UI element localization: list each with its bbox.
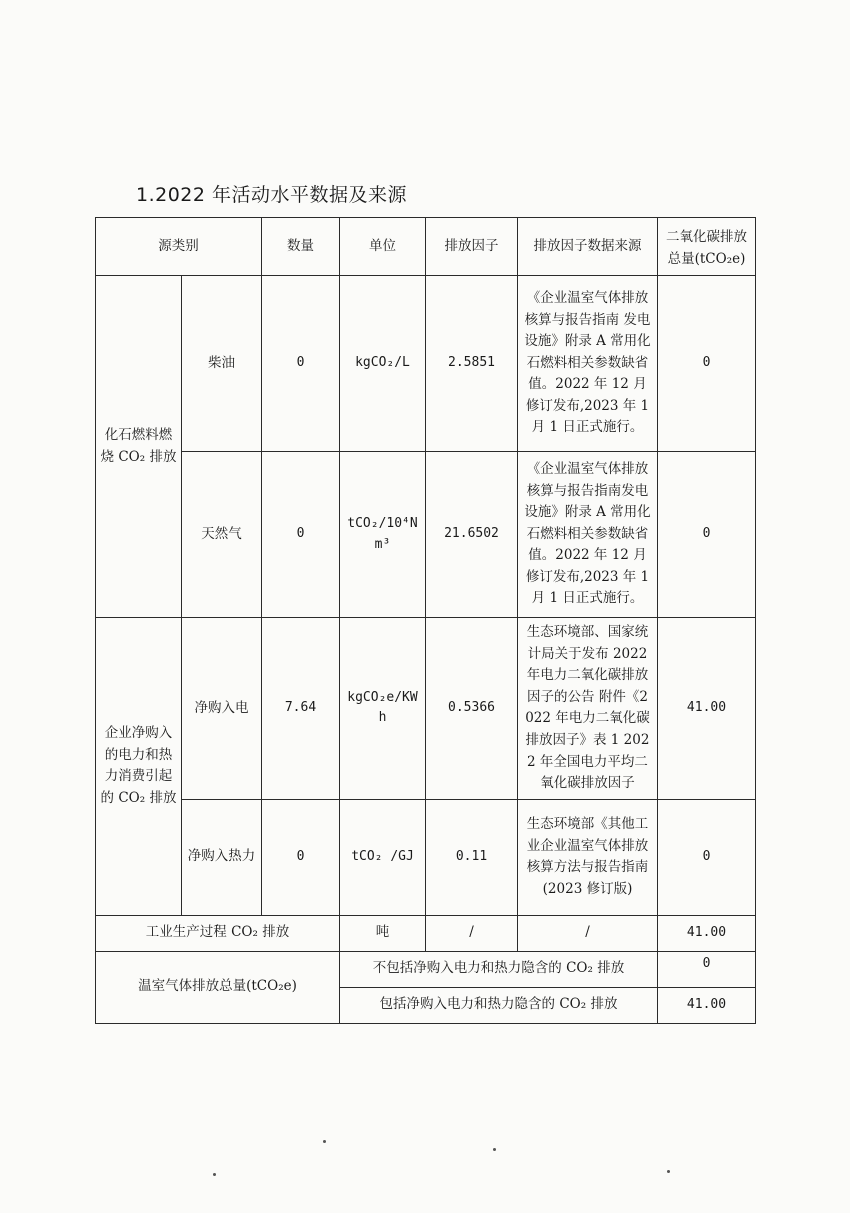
industrial-label: 工业生产过程 CO₂ 排放 bbox=[96, 915, 340, 951]
gas-quantity: 0 bbox=[262, 452, 340, 618]
heat-source: 生态环境部《其他工业企业温室气体排放核算方法与报告指南(2023 修订版) bbox=[518, 799, 658, 915]
table-row-diesel bbox=[96, 276, 756, 452]
electricity-total: 41.00 bbox=[658, 618, 756, 800]
table-row-industrial bbox=[96, 915, 756, 951]
heat-unit: tCO₂ /GJ bbox=[340, 799, 426, 915]
ghg-incl-label: 包括净购入电力和热力隐含的 CO₂ 排放 bbox=[340, 987, 658, 1023]
electricity-source: 生态环境部、国家统计局关于发布 2022 年电力二氧化碳排放因子的公告 附件《2022 年电力二氧化碳排放因子》表 1 2022 年全国电力平均二氧化碳排放因子 bbox=[518, 618, 658, 800]
diesel-name: 柴油 bbox=[182, 276, 262, 452]
ghg-total-label: 温室气体排放总量(tCO₂e) bbox=[96, 951, 340, 1023]
table-row-total-excl bbox=[96, 951, 756, 987]
header-factor: 排放因子 bbox=[426, 218, 518, 276]
heat-quantity: 0 bbox=[262, 799, 340, 915]
heat-total: 0 bbox=[658, 799, 756, 915]
scan-speck bbox=[323, 1140, 326, 1143]
ghg-excl-value: 0 bbox=[658, 951, 756, 987]
table-row-gas bbox=[96, 452, 756, 618]
header-unit: 单位 bbox=[340, 218, 426, 276]
gas-factor: 21.6502 bbox=[426, 452, 518, 618]
industrial-factor: / bbox=[426, 915, 518, 951]
industrial-unit: 吨 bbox=[340, 915, 426, 951]
industrial-total: 41.00 bbox=[658, 915, 756, 951]
electricity-factor: 0.5366 bbox=[426, 618, 518, 800]
header-total: 二氧化碳排放总量(tCO₂e) bbox=[658, 218, 756, 276]
gas-total: 0 bbox=[658, 452, 756, 618]
header-row bbox=[96, 218, 756, 276]
heat-name: 净购入热力 bbox=[182, 799, 262, 915]
header-factor-source: 排放因子数据来源 bbox=[518, 218, 658, 276]
gas-source: 《企业温室气体排放核算与报告指南发电设施》附录 A 常用化石燃料相关参数缺省值。2022 年 12 月修订发布,2023 年 1 月 1 日正式施行。 bbox=[518, 452, 658, 618]
ghg-excl-label: 不包括净购入电力和热力隐含的 CO₂ 排放 bbox=[340, 951, 658, 987]
scan-speck bbox=[667, 1170, 670, 1173]
electricity-quantity: 7.64 bbox=[262, 618, 340, 800]
heat-factor: 0.11 bbox=[426, 799, 518, 915]
scan-speck bbox=[213, 1173, 216, 1176]
diesel-total: 0 bbox=[658, 276, 756, 452]
diesel-factor: 2.5851 bbox=[426, 276, 518, 452]
diesel-quantity: 0 bbox=[262, 276, 340, 452]
header-source-type: 源类别 bbox=[96, 218, 262, 276]
industrial-source: / bbox=[518, 915, 658, 951]
scan-speck bbox=[493, 1148, 496, 1151]
header-quantity: 数量 bbox=[262, 218, 340, 276]
table-row-electricity bbox=[96, 618, 756, 800]
emissions-table bbox=[95, 217, 756, 1024]
category-purchased: 企业净购入的电力和热力消费引起的 CO₂ 排放 bbox=[96, 618, 182, 916]
section-heading: 1.2022 年活动水平数据及来源 bbox=[136, 184, 408, 206]
category-fossil: 化石燃料燃烧 CO₂ 排放 bbox=[96, 276, 182, 618]
electricity-name: 净购入电 bbox=[182, 618, 262, 800]
electricity-unit: kgCO₂e/KWh bbox=[340, 618, 426, 800]
ghg-incl-value: 41.00 bbox=[658, 987, 756, 1023]
gas-unit: tCO₂/10⁴Nm³ bbox=[340, 452, 426, 618]
gas-name: 天然气 bbox=[182, 452, 262, 618]
table-row-heat bbox=[96, 799, 756, 915]
diesel-source: 《企业温室气体排放核算与报告指南 发电设施》附录 A 常用化石燃料相关参数缺省值。2022 年 12 月修订发布,2023 年 1 月 1 日正式施行。 bbox=[518, 276, 658, 452]
diesel-unit: kgCO₂/L bbox=[340, 276, 426, 452]
